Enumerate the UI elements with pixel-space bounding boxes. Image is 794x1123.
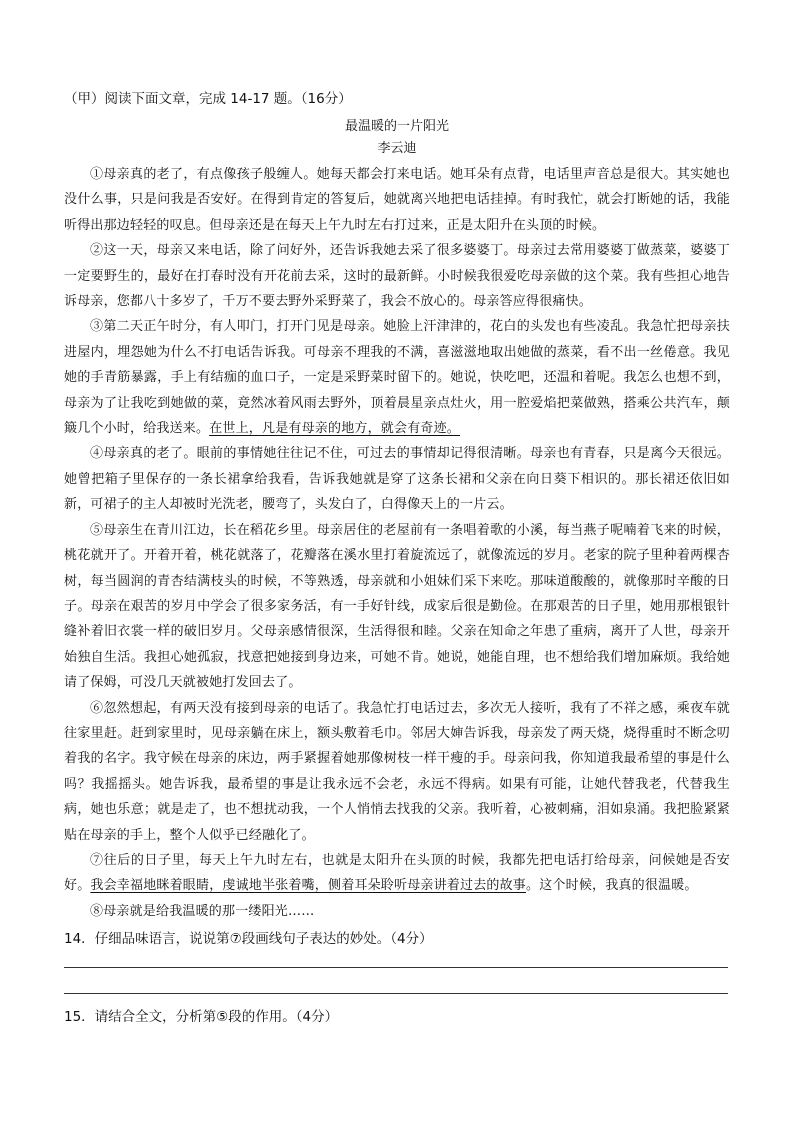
question-14: 14．仔细品味语言，说说第⑦段画线句子表达的妙处。（4分）	[64, 931, 433, 948]
paragraph-5: ⑤母亲生在青川江边，长在稻花乡里。母亲居住的老屋前有一条唱着歌的小溪，每当燕子呢喃着飞来的时候，桃花就开了。开着开着，桃花就落了，花瓣落在溪水里打着旋流远了，就像流远的岁月。老家的院子里种着两棵杏树，每当圆润的青杏结满枝头的时候，不等熟透，母亲就和小姐妹们采下来吃。那味道酸酸的，就像那时辛酸的日子。母亲在艰苦的岁月中学会了很多家务活，有一手好针线，成家后很是勤俭。在那艰苦的日子里，她用那根银针缝补着旧衣裳一样的破旧岁月。父母亲感情很深，生活得很和睦。父亲在知命之年患了重病，离开了人世，母亲开始独自生活。我担心她孤寂，找意把她接到身边来，可她不肯。她说，她能自理，也不想给我们增加麻烦。我给她请了保姆，可没几天就被她打发回去了。	[64, 522, 730, 691]
paragraph-4: ④母亲真的老了。眼前的事情她往往记不住，可过去的事情却记得很清晰。母亲也有青春，只是离今天很远。她曾把箱子里保存的一条长裙拿给我看，告诉我她就是穿了这条长裙和父亲在向日葵下相识的。那长裙还依旧如新，可裙子的主人却被时光洗老，腰弯了，头发白了，白得像天上的一片云。	[64, 446, 730, 513]
answer-line[interactable]	[64, 967, 728, 968]
paragraph-1: ①母亲真的老了，有点像孩子般缠人。她每天都会打来电话。她耳朵有点背，电话里声音总是很大。其实她也没什么事，只是问我是否安好。在得到肯定的答复后，她就离兴地把电话挂掉。有时我忙，就会打断她的话，我能听得出那边轻轻的叹息。但母亲还是在每天上午九时左右打过来，正是太阳升在头顶的时候。	[64, 167, 730, 233]
paragraph-3: ③第二天正午时分，有人叩门，打开门见是母亲。她脸上汗津津的，花白的头发也有些凌乱。我急忙把母亲扶进屋内，埋怨她为什么不打电话告诉我。可母亲不理我的不满，喜滋滋地取出她做的蒸菜，看不出一丝倦意。我见她的手青筋暴露，手上有结痂的血口子，一定是采野菜时留下的。她说，快吃吧，还温和着呢。我怎么也想不到，母亲为了让我吃到她做的菜，竟然冰着风雨去野外，顶着晨星亲点灶火，用一腔爱焰把菜做熟，搭乘公共汽车，颠簸几个小时，给我送来。在世上，凡是有母亲的地方，就会有奇迹。	[64, 319, 730, 437]
reading-instruction: （甲）阅读下面文章，完成 14-17 题。（16分）	[64, 91, 352, 107]
answer-line[interactable]	[64, 993, 728, 994]
underlined-sentence: 我会幸福地眯着眼睛，虔诚地半张着嘴，侧着耳朵聆听母亲讲着过去的故事	[90, 878, 527, 894]
paragraph-7: ⑦往后的日子里，每天上午九时左右，也就是太阳升在头顶的时候，我都先把电话打给母亲，问候她是否安好。我会幸福地眯着眼睛，虔诚地半张着嘴，侧着耳朵聆听母亲讲着过去的故事。这个时候，我真的很温暖。	[64, 852, 730, 894]
paragraph-8: ⑧母亲就是给我温暖的那一缕阳光……	[90, 903, 315, 919]
paragraph-6: ⑥忽然想起，有两天没有接到母亲的电话了。我急忙打电话过去，多次无人接听，我有了不祥之感，乘夜车就往家里赶。赶到家里时，见母亲躺在床上，额头敷着毛巾。邻居大婶告诉我，母亲发了两天烧，烧得重时不断念叨着我的名字。我守候在母亲的床边，两手紧握着她那像树枝一样干瘦的手。母亲问我，你知道我最希望的事是什么吗？我摇摇头。她告诉我，最希望的事是让我永远不会老，永远不得病。如果有可能，让她代替我老，代替我生病，她也乐意；就是走了，也不想扰动我，一个人悄悄去找我的父亲。我听着，心被刺痛，泪如泉涌。我把脸紧紧贴在母亲的手上，整个人似乎已经融化了。	[64, 700, 730, 843]
question-15: 15．请结合全文，分析第⑤段的作用。（4分）	[64, 1009, 339, 1026]
article-title: 最温暖的一片阳光	[344, 119, 449, 134]
article-author: 李云迪	[377, 141, 417, 156]
underlined-sentence: 在世上，凡是有母亲的地方，就会有奇迹。	[209, 421, 461, 437]
exam-page	[64, 88, 730, 1028]
paragraph-2: ②这一天，母亲又来电话，除了问好外，还告诉我她去采了很多婆婆丁。母亲过去常用婆婆丁做蒸菜，婆婆丁一定要野生的，最好在打春时没有开花前去采，这时的最新鲜。小时候我很爱吃母亲做的这个菜。我有些担心地告诉母亲，您都八十多岁了，千万不要去野外采野菜了，我会不放心的。母亲答应得很痛快。	[64, 243, 730, 310]
